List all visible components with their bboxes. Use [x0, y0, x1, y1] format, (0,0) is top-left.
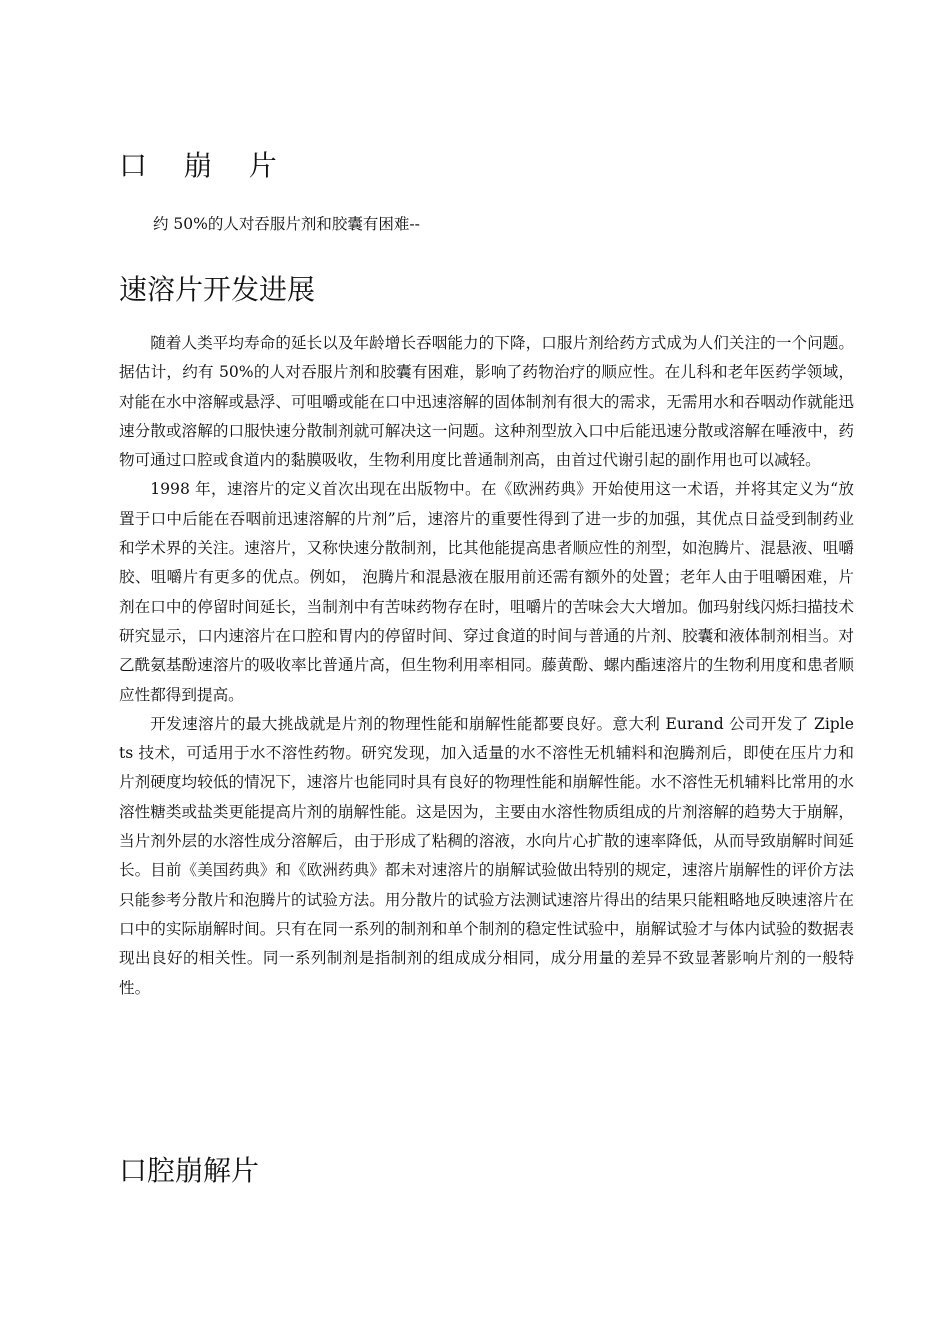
- document-title: 口 崩 片: [119, 149, 291, 182]
- paragraph-1: 随着人类平均寿命的延长以及年龄增长吞咽能力的下降，口服片剂给药方式成为人们关注的一个问题。据估计，约有 50%的人对吞服片剂和胶囊有困难，影响了药物治疗的顺应性。在儿科和老年医药学领域，对能在水中溶解或悬浮、可咀嚼或能在口中迅速溶解的固体制剂有很大的需求，无需用水和吞咽动作就能迅速分散或溶解的口服快速分散制剂就可解决这一问题。这种剂型放入口中后能迅速分散或溶解在唾液中，药物可通过口腔或食道内的黏膜吸收，生物利用度比普通制剂高，由首过代谢引起的副作用也可以减轻。: [119, 334, 854, 470]
- paragraph-3: 开发速溶片的最大挑战就是片剂的物理性能和崩解性能都要良好。意大利 Eurand 公司开发了 Ziple ts 技术，可适用于水不溶性药物。研究发现，加入适量的水不溶性无机辅料和泡腾剂后，即使在压片力和片剂硬度均较低的情况下，速溶片也能同时具有良好的物理性能和崩解性能。水不溶性无机辅料比常用的水溶性糖类或盐类更能提高片剂的崩解性能。这是因为，主要由水溶性物质组成的片剂溶解的趋势大于崩解，当片剂外层的水溶性成分溶解后，由于形成了粘稠的溶液，水向片心扩散的速率降低，从而导致崩解时间延长。目前《美国药典》和《欧洲药典》都未对速溶片的崩解试验做出特别的规定，速溶片崩解性的评价方法只能参考分散片和泡腾片的试验方法。用分散片的试验方法测试速溶片得出的结果只能粗略地反映速溶片在口中的实际崩解时间。只有在同一系列的制剂和单个制剂的稳定性试验中，崩解试验才与体内试验的数据表现出良好的相关性。同一系列制剂是指制剂的组成成分相同，成分用量的差异不致显著影响片剂的一般特性。: [119, 714, 854, 997]
- section-body: [119, 329, 854, 1003]
- section-heading-fast-dissolving: 速溶片开发进展: [119, 273, 316, 306]
- section-heading-orally-disintegrating: 口腔崩解片: [119, 1154, 260, 1187]
- intro-line: 约 50%的人对吞服片剂和胶囊有困难--: [153, 215, 420, 233]
- paragraph-2: 1998 年，速溶片的定义首次出现在出版物中。在《欧洲药典》开始使用这一术语，并将其定义为“放置于口中后能在吞咽前迅速溶解的片剂”后，速溶片的重要性得到了进一步的加强，其优点日益受到制药业和学术界的关注。速溶片，又称快速分散制剂，比其他能提高患者顺应性的剂型，如泡腾片、混悬液、咀嚼胶、咀嚼片有更多的优点。例如， 泡腾片和混悬液在服用前还需有额外的处置；老年人由于咀嚼困难，片剂在口中的停留时间延长，当制剂中有苦味药物存在时，咀嚼片的苦味会大大增加。伽玛射线闪烁扫描技术研究显示，口内速溶片在口腔和胃内的停留时间、穿过食道的时间与普通的片剂、胶囊和液体制剂相当。对乙酰氨基酚速溶片的吸收率比普通片高，但生物利用率相同。藤黄酚、螺内酯速溶片的生物利用度和患者顺应性都得到提高。: [119, 480, 854, 704]
